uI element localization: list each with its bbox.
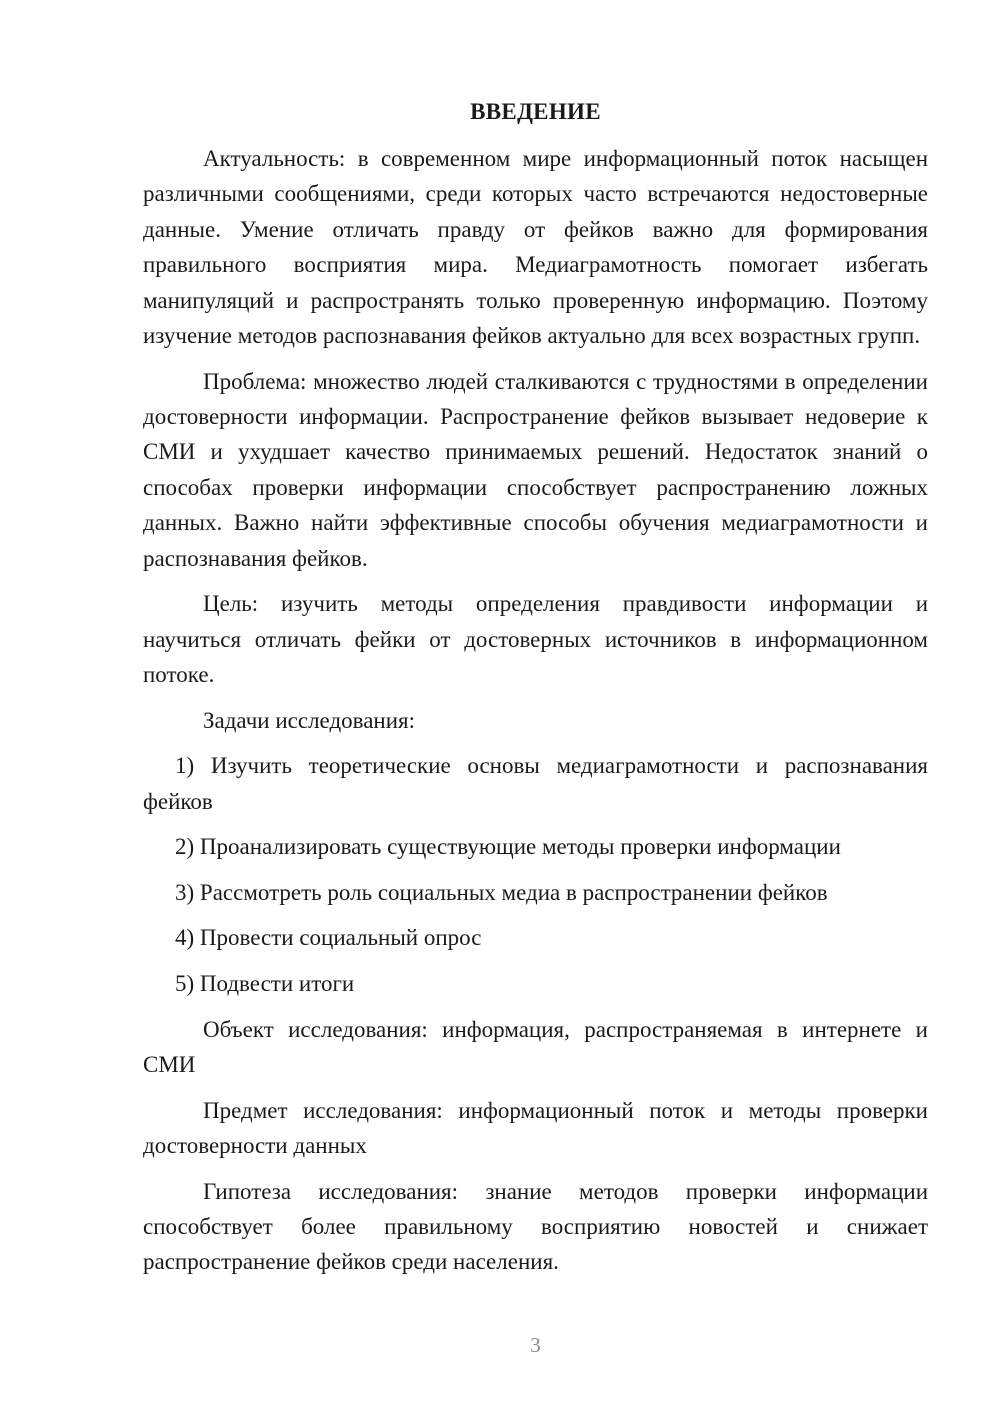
goal-paragraph: Цель: изучить методы определения правдивости информации и научиться отличать фейки от достоверных источников в информационном потоке.: [143, 591, 928, 688]
task-item: 4) Провести социальный опрос: [175, 925, 482, 951]
task-item: 5) Подвести итоги: [175, 971, 355, 997]
document-body: [143, 141, 928, 1290]
tasks-title: Задачи исследования:: [203, 707, 416, 733]
task-item: 3) Рассмотреть роль социальных медиа в распространении фейков: [175, 879, 828, 905]
problem-paragraph: Проблема: множество людей сталкиваются с трудностями в определении достоверности информации. Распространение фейков вызывает недоверие к СМИ и ухудшает качество принимаемых решений. Недостаток знаний о способах проверки информации способствует распространению ложных данных. Важно найти эффективные способы обучения медиаграмотности и распознавания фейков.: [143, 368, 928, 571]
document-page: [143, 0, 928, 1414]
task-item: 2) Проанализировать существующие методы проверки информации: [175, 834, 841, 860]
object-paragraph: Объект исследования: информация, распространяемая в интернете и СМИ: [143, 1016, 928, 1078]
hypothesis-paragraph: Гипотеза исследования: знание методов проверки информации способствует более правильному восприятию новостей и снижает распространение фейков среди населения.: [143, 1178, 928, 1275]
subject-paragraph: Предмет исследования: информационный поток и методы проверки достоверности данных: [143, 1097, 928, 1159]
task-item: 1) Изучить теоретические основы медиаграмотности и распознавания фейков: [143, 753, 928, 814]
relevance-paragraph: Актуальность: в современном мире информационный поток насыщен различными сообщениями, среди которых часто встречаются недостоверные данные. Умение отличать правду от фейков важно для формирования правильного восприятия мира. Медиаграмотность помогает избегать манипуляций и распространять только проверенную информацию. Поэтому изучение методов распознавания фейков актуально для всех возрастных групп.: [143, 146, 928, 349]
page-number: 3: [530, 1333, 541, 1357]
page-title: ВВЕДЕНИЕ: [470, 99, 601, 124]
